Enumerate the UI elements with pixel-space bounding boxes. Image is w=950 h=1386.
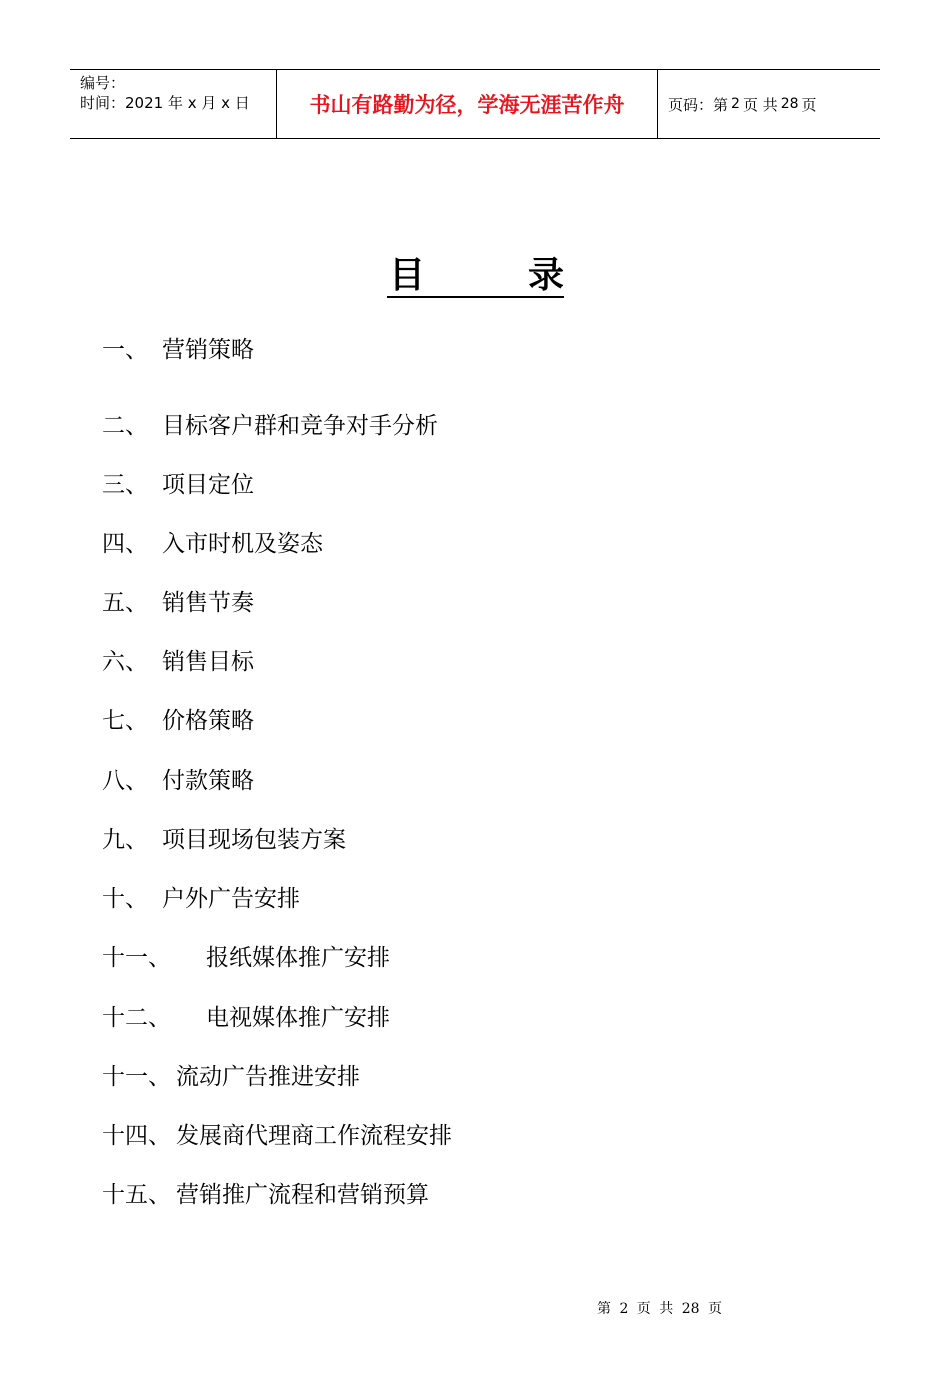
toc-item bbox=[102, 825, 802, 855]
page-current: 2 bbox=[731, 96, 740, 112]
toc-item-label: 报纸媒体推广安排 bbox=[206, 945, 390, 971]
toc-item-number: 八、 bbox=[102, 768, 148, 794]
toc-item bbox=[102, 1121, 802, 1151]
toc-item-number: 九、 bbox=[102, 827, 148, 853]
toc-item-label: 户外广告安排 bbox=[162, 886, 300, 912]
toc-item bbox=[102, 335, 802, 365]
header-page-cell bbox=[658, 70, 880, 138]
page-footer: 第 2 页 共 28 页 bbox=[597, 1301, 722, 1317]
toc-item-label: 流动广告推进安排 bbox=[176, 1064, 360, 1090]
page-mid: 页 共 bbox=[742, 95, 778, 114]
page-total: 28 bbox=[780, 96, 799, 112]
page-prefix: 页码：第 bbox=[668, 95, 729, 114]
toc-item bbox=[102, 884, 802, 914]
toc-item bbox=[102, 470, 802, 500]
toc-item-label: 目标客户群和竞争对手分析 bbox=[162, 413, 438, 439]
toc-item bbox=[102, 411, 802, 441]
header-motto-cell bbox=[277, 70, 658, 138]
page-suffix: 页 bbox=[801, 95, 817, 114]
page-title bbox=[387, 252, 564, 298]
toc-item-label: 销售目标 bbox=[162, 649, 254, 675]
toc-item-label: 发展商代理商工作流程安排 bbox=[176, 1123, 452, 1149]
toc-item bbox=[102, 647, 802, 677]
toc-item bbox=[102, 588, 802, 618]
toc-item-number: 七、 bbox=[102, 708, 148, 734]
toc-item-label: 销售节奏 bbox=[162, 590, 254, 616]
toc-item bbox=[102, 1180, 802, 1210]
toc-item-number: 十一、 bbox=[102, 945, 171, 971]
toc-item-label: 价格策略 bbox=[162, 708, 254, 734]
toc-item-number: 二、 bbox=[102, 413, 148, 439]
title-char-1: 目 bbox=[389, 254, 426, 296]
toc-item bbox=[102, 943, 802, 973]
toc-item-number: 六、 bbox=[102, 649, 148, 675]
toc-item-label: 营销策略 bbox=[162, 337, 254, 363]
toc-item bbox=[102, 1003, 802, 1033]
toc-item-label: 项目现场包装方案 bbox=[162, 827, 346, 853]
toc-item-label: 电视媒体推广安排 bbox=[206, 1005, 390, 1031]
toc-item-number: 三、 bbox=[102, 472, 148, 498]
title-char-2: 录 bbox=[527, 254, 564, 296]
toc-item-number: 十四、 bbox=[102, 1123, 171, 1149]
toc-item-number: 四、 bbox=[102, 531, 148, 557]
toc-item-number: 十、 bbox=[102, 886, 148, 912]
motto-text: 书山有路勤为径，学海无涯苦作舟 bbox=[309, 92, 625, 117]
toc-item-label: 入市时机及姿态 bbox=[162, 531, 323, 557]
toc-item bbox=[102, 766, 802, 796]
toc-item bbox=[102, 529, 802, 559]
toc-item bbox=[102, 706, 802, 736]
toc-item-number: 十五、 bbox=[102, 1182, 171, 1208]
toc-item-number: 十一、 bbox=[102, 1064, 171, 1090]
toc-item-label: 项目定位 bbox=[162, 472, 254, 498]
toc-item-number: 五、 bbox=[102, 590, 148, 616]
toc-item-label: 付款策略 bbox=[162, 768, 254, 794]
toc-item-number: 十二、 bbox=[102, 1005, 171, 1031]
toc-item-number: 一、 bbox=[102, 337, 148, 363]
toc-item bbox=[102, 1062, 802, 1092]
time-label: 时间：2021 年 x 月 x 日 bbox=[80, 94, 250, 112]
page-header bbox=[70, 69, 880, 139]
header-meta-cell bbox=[70, 70, 277, 138]
toc-item-label: 营销推广流程和营销预算 bbox=[176, 1182, 429, 1208]
code-label: 编号： bbox=[80, 74, 126, 92]
